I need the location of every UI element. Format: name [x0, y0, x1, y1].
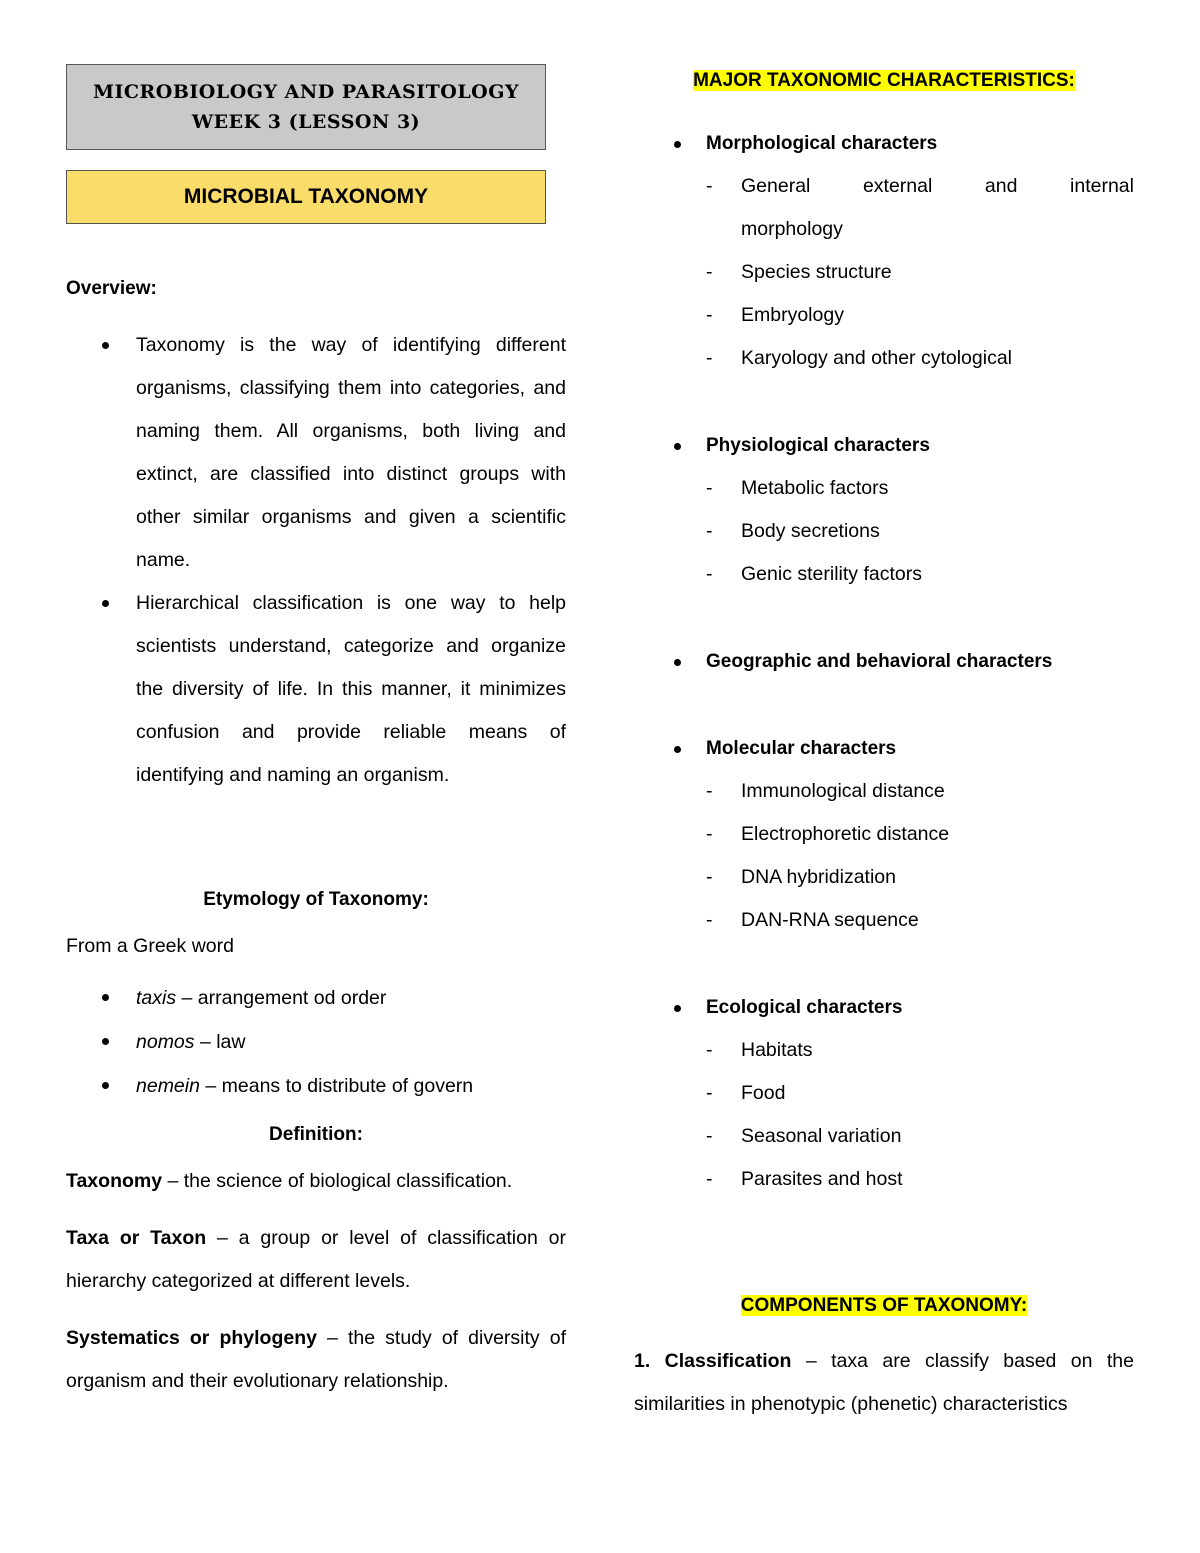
bullet-icon: [674, 659, 681, 666]
sub-item: [634, 856, 1134, 899]
sub-item-text: Parasites and host: [741, 1168, 903, 1190]
definition-text: – the study of diversity of organism and their evolutionary relationship.: [66, 1327, 567, 1392]
definition-term: Taxonomy: [66, 1170, 163, 1192]
characteristics-label: MAJOR TAXONOMIC CHARACTERISTICS:: [693, 70, 1075, 91]
sub-item-text: Genic sterility factors: [741, 563, 922, 585]
course-header-box: [66, 64, 546, 150]
overview-list: [66, 324, 566, 797]
sub-item-text: Embryology: [741, 304, 844, 326]
sub-item: [634, 1072, 1134, 1115]
definition-item: [66, 1317, 566, 1403]
etymology-item: [66, 1020, 566, 1064]
etymology-intro: From a Greek word: [66, 935, 234, 957]
sub-item: [634, 899, 1134, 942]
sub-item-text: DNA hybridization: [741, 866, 896, 888]
word: internal: [1070, 175, 1134, 197]
sub-item: [634, 1115, 1134, 1158]
dash-icon: -: [706, 780, 713, 802]
dash-icon: -: [706, 1125, 713, 1147]
dash-icon: -: [706, 866, 713, 888]
sub-item-text: DAN-RNA sequence: [741, 909, 919, 931]
course-week: WEEK 3 (LESSON 3): [191, 111, 421, 133]
category-geographic: [634, 641, 1134, 683]
sub-item: [634, 165, 1134, 251]
etymology-item: [66, 976, 566, 1020]
component-term: Classification: [664, 1350, 792, 1372]
sub-item: [634, 770, 1134, 813]
category-title: Physiological characters: [706, 435, 930, 456]
components-label: COMPONENTS OF TAXONOMY:: [740, 1295, 1028, 1316]
word: external: [862, 175, 933, 197]
category-title: Morphological characters: [706, 133, 938, 154]
bullet-icon: [674, 141, 681, 148]
overview-label: Overview:: [66, 278, 157, 299]
definition-term: Systematics or phylogeny: [66, 1327, 317, 1349]
sub-item: [634, 813, 1134, 856]
dash-icon: -: [706, 477, 713, 499]
etymology-item: [66, 1064, 566, 1108]
sub-item-text: Body secretions: [741, 520, 880, 542]
dash-icon: -: [706, 1039, 713, 1061]
etymology-term: taxis: [136, 987, 177, 1009]
dash-icon: -: [706, 563, 713, 585]
category-ecological: [634, 987, 1134, 1029]
bullet-icon: [674, 746, 681, 753]
sub-item-continued: morphology: [741, 218, 843, 240]
component-text: – taxa are classify based on the similarities in phenotypic (phenetic) characteristics: [634, 1350, 1134, 1415]
component-number: 1.: [634, 1350, 651, 1372]
etymology-meaning: – law: [194, 1031, 246, 1053]
etymology-term: nomos: [136, 1031, 195, 1053]
lesson-title: MICROBIAL TAXONOMY: [183, 185, 429, 208]
sub-item: [634, 510, 1134, 553]
definition-text: – a group or level of classification or hierarchy categorized at different levels.: [66, 1227, 567, 1292]
dash-icon: -: [706, 261, 713, 283]
bullet-icon: [674, 1005, 681, 1012]
overview-bullet: Taxonomy is the way of identifying different organisms, classifying them into categories, and naming them. All organisms, both living and extinct, are classified into distinct groups with other similar organisms and given a scientific name.: [66, 324, 566, 582]
definition-item: [66, 1217, 566, 1303]
sub-item-text: Habitats: [741, 1039, 813, 1061]
sub-item-text: Metabolic factors: [741, 477, 889, 499]
category-physiological: [634, 425, 1134, 467]
right-column: [634, 64, 1134, 1426]
dash-icon: -: [706, 304, 713, 326]
sub-item: [634, 337, 1134, 380]
sub-item-text: Species structure: [741, 261, 892, 283]
dash-icon: -: [706, 1168, 713, 1190]
dash-icon: -: [706, 823, 713, 845]
sub-item-text: Seasonal variation: [741, 1125, 902, 1147]
dash-icon: -: [706, 520, 713, 542]
sub-item: [634, 553, 1134, 596]
dash-icon: -: [706, 347, 713, 369]
etymology-term: nemein: [136, 1075, 200, 1097]
sub-item: [634, 251, 1134, 294]
components-heading: [634, 1289, 1134, 1324]
category-title: Ecological characters: [706, 997, 903, 1018]
definition-term: Taxa or Taxon: [66, 1227, 207, 1249]
sub-item-text: Food: [741, 1082, 786, 1104]
definition-item: [66, 1160, 566, 1203]
word: General: [741, 175, 811, 197]
component-item: [634, 1340, 1134, 1426]
category-title: Geographic and behavioral characters: [706, 651, 1053, 672]
sub-item-text: Immunological distance: [741, 780, 945, 802]
dash-icon: -: [706, 1082, 713, 1104]
sub-item: [634, 1158, 1134, 1201]
etymology-label: Etymology of Taxonomy:: [203, 889, 429, 910]
sub-item-text: Electrophoretic distance: [741, 823, 950, 845]
overview-bullet: Hierarchical classification is one way to help scientists understand, categorize and organize the diversity of life. In this manner, it minimizes confusion and provide reliable means of identifying and naming an organism.: [66, 582, 566, 797]
dash-icon: -: [706, 909, 713, 931]
etymology-meaning: – arrangement od order: [176, 987, 387, 1009]
etymology-meaning: – means to distribute of govern: [199, 1075, 474, 1097]
sub-item: [634, 1029, 1134, 1072]
bullet-icon: [674, 443, 681, 450]
category-title: Molecular characters: [706, 738, 897, 759]
characteristics-heading: [634, 64, 1134, 99]
dash-icon: -: [706, 175, 713, 197]
etymology-list: [66, 976, 566, 1108]
word: and: [984, 175, 1018, 197]
definition-text: – the science of biological classification.: [162, 1170, 513, 1192]
definition-label: Definition:: [269, 1124, 363, 1145]
lesson-title-box: [66, 170, 546, 224]
category-morphological: [634, 123, 1134, 165]
course-title: MICROBIOLOGY AND PARASITOLOGY: [92, 81, 520, 103]
category-molecular: [634, 728, 1134, 770]
sub-item: [634, 294, 1134, 337]
left-column: [66, 64, 566, 1403]
sub-item-text: Karyology and other cytological: [741, 347, 1012, 369]
sub-item: [634, 467, 1134, 510]
